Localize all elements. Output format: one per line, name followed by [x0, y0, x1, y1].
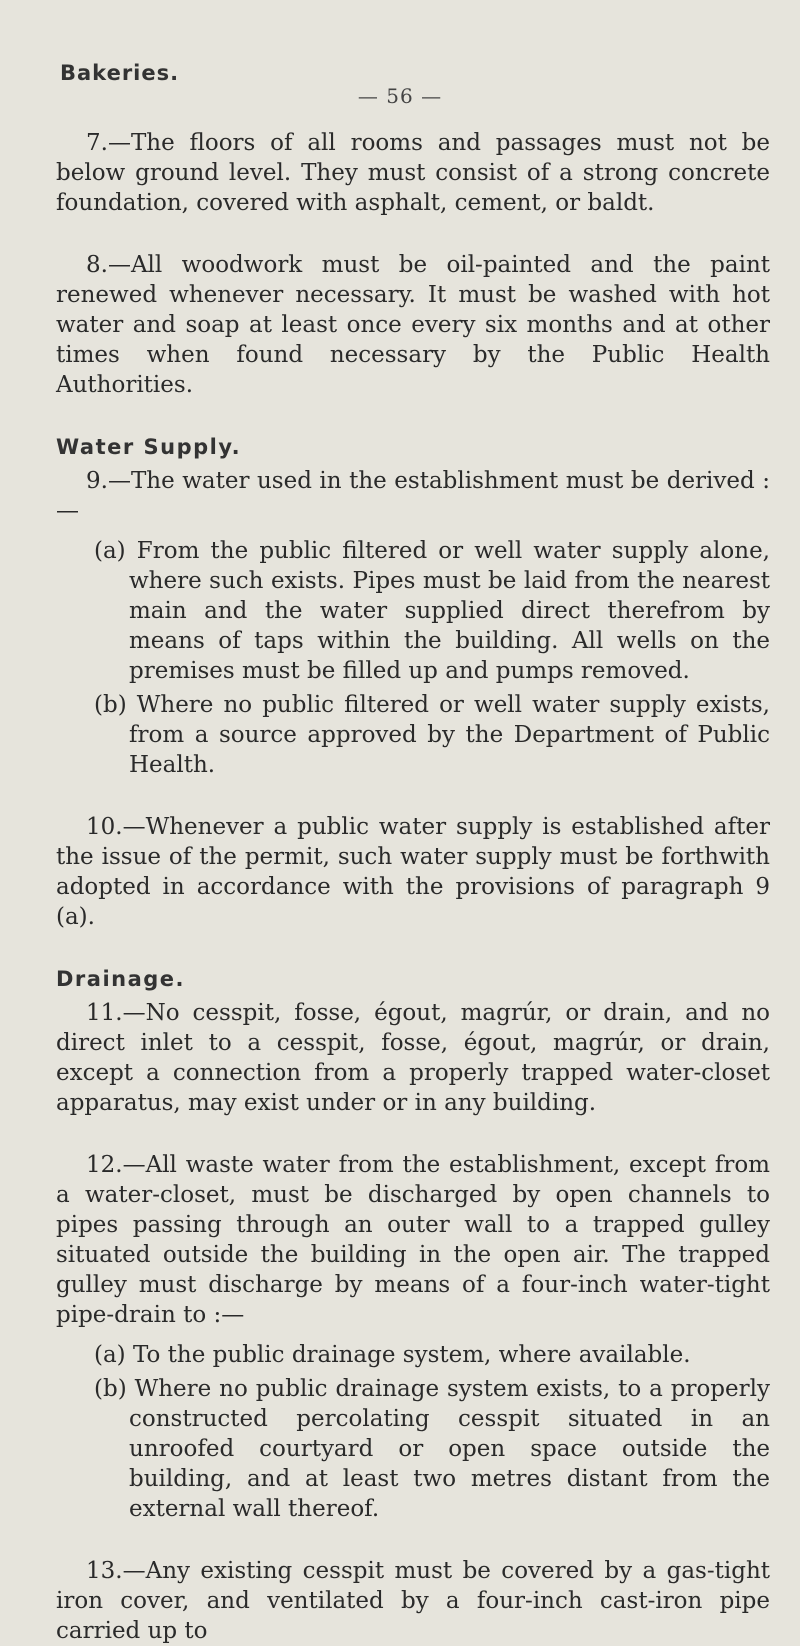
paragraph-12: 12.—All waste water from the establishment, except from a water-closet, must be discharged by open channels to pipes passing through an outer wall to a trapped gulley situated outside the building in the open air. The trapped gulley must discharge by means of a four-inch water-tight pipe-drain to :— [56, 1152, 770, 1328]
section-heading-drainage: Drainage. [56, 967, 186, 991]
paragraph-8: 8.—All woodwork must be oil-painted and the paint renewed whenever necessary. It must be washed with hot water and soap at least once every six months and at other times when found necessary by the Public Health Authorities. [56, 252, 770, 398]
paragraph-10: 10.—Whenever a public water supply is established after the issue of the permit, such water supply must be forthwith adopted in accordance with the provisions of paragraph 9 (a). [56, 814, 770, 930]
paragraph-9: 9.—The water used in the establishment must be derived :— [56, 468, 770, 524]
paragraph-12b: (b) Where no public drainage system exists, to a properly constructed percolating cesspit situated in an unroofed courtyard or open space outside the building, and at least two metres distant from the external wall thereof. [94, 1376, 770, 1522]
page-body [56, 128, 770, 1646]
paragraph-11: 11.—No cesspit, fosse, égout, magrúr, or drain, and no direct inlet to a cesspit, fosse, égout, magrúr, or drain, except a connection from a properly trapped water-closet apparatus, may exist under or in any building. [56, 1000, 770, 1116]
paragraph-9a: (a) From the public filtered or well water supply alone, where such exists. Pipes must be laid from the nearest main and the water supplied direct therefrom by means of taps within the building. All wells on the premises must be filled up and pumps removed. [94, 538, 770, 684]
section-heading-water-supply: Water Supply. [56, 435, 242, 459]
paragraph-12a: (a) To the public drainage system, where available. [94, 1342, 691, 1368]
page-number: — 56 — [357, 84, 443, 108]
paragraph-13: 13.—Any existing cesspit must be covered by a gas-tight iron cover, and ventilated by a four-inch cast-iron pipe carried up to [56, 1558, 770, 1644]
running-head: Bakeries. [60, 61, 180, 85]
paragraph-7: 7.—The floors of all rooms and passages must not be below ground level. They must consist of a strong concrete foundation, covered with asphalt, cement, or baldt. [56, 130, 770, 216]
paragraph-9b: (b) Where no public filtered or well water supply exists, from a source approved by the Department of Public Health. [94, 692, 770, 778]
